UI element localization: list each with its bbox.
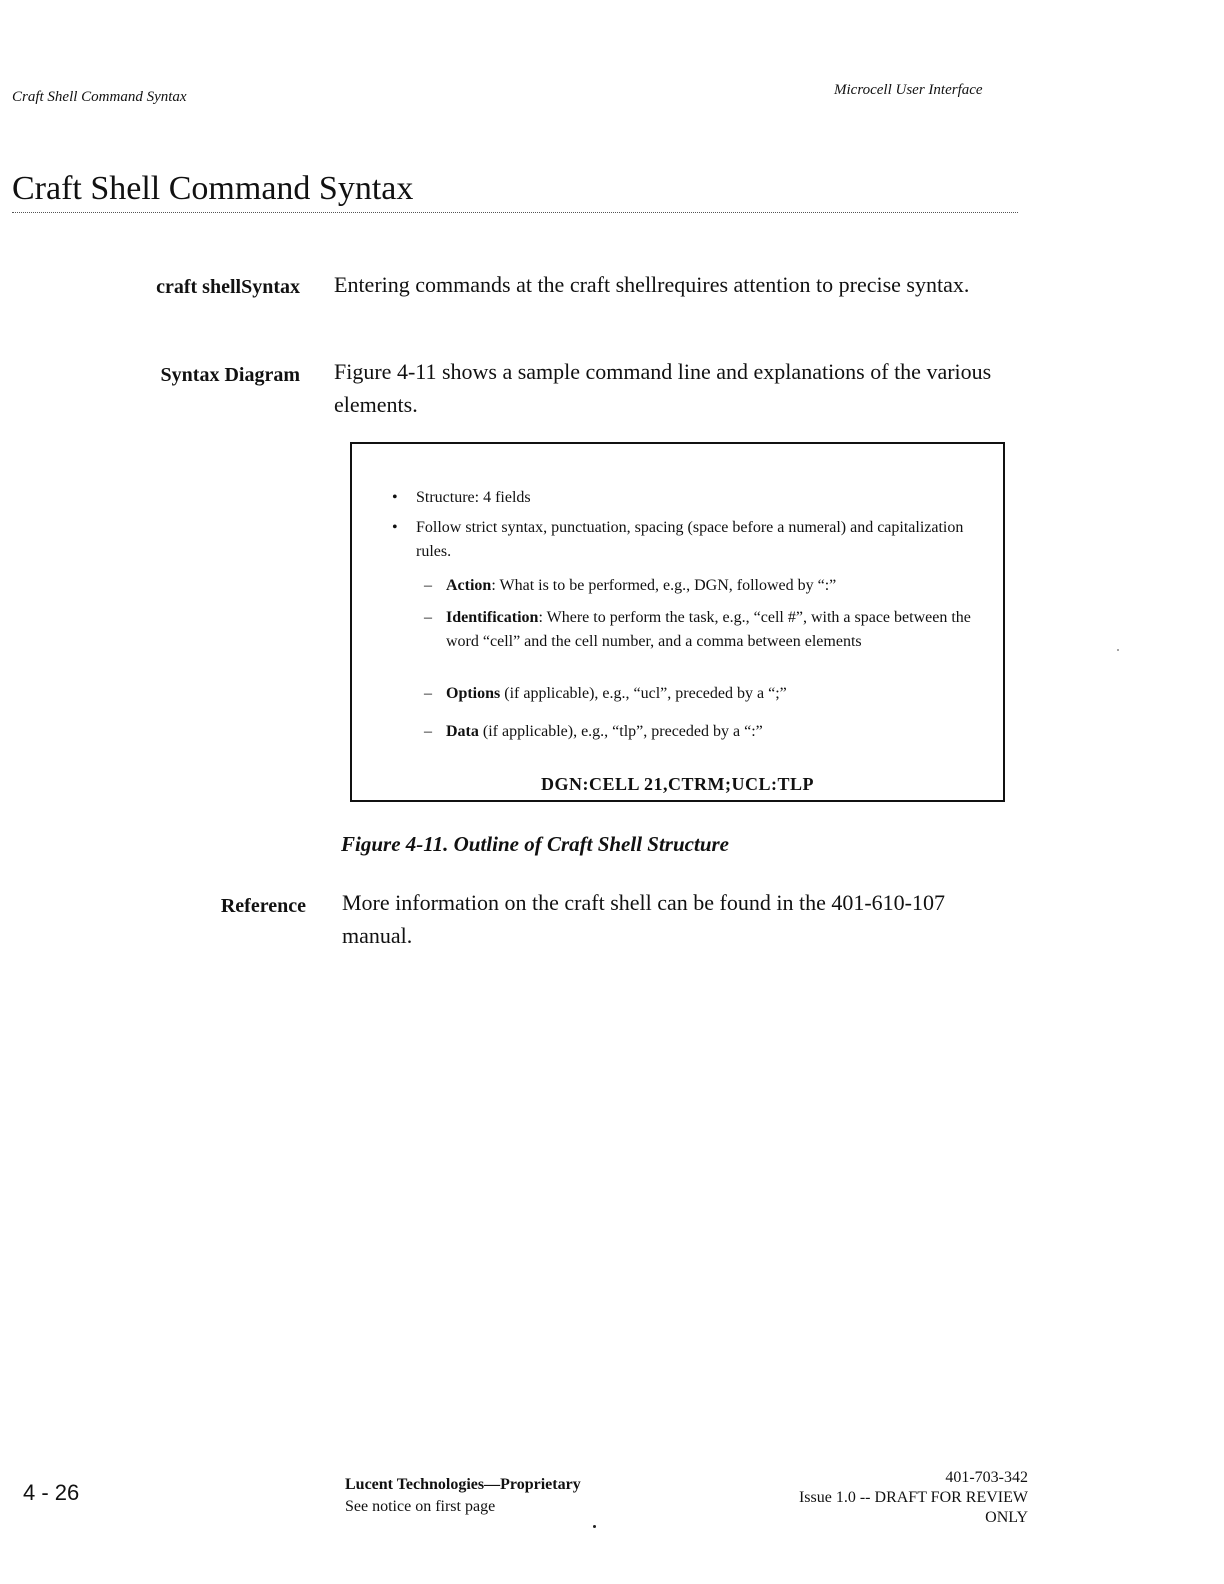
subitem-term: Options: [446, 685, 501, 702]
subitem-term: Action: [446, 577, 492, 594]
dash-icon: –: [424, 723, 432, 740]
figure-caption: Figure 4-11. Outline of Craft Shell Structure: [341, 832, 729, 856]
figure-box: [350, 442, 1005, 802]
figure-subitem-data: [424, 720, 986, 744]
footer-doc-info: [726, 1468, 1028, 1528]
subitem-term: Data: [446, 723, 479, 740]
craft-shell-syntax-label: craft shellSyntax: [156, 276, 300, 298]
running-header-left: Craft Shell Command Syntax: [12, 89, 187, 105]
subitem-term: Identification: [446, 609, 539, 626]
footer-notice: See notice on first page: [345, 1498, 496, 1515]
scan-speck: [593, 1525, 596, 1528]
scan-speck: [1117, 649, 1119, 651]
dash-icon: –: [424, 685, 432, 702]
page-title: Craft Shell Command Syntax: [12, 170, 414, 207]
footer-doc-number: 401-703-342: [945, 1469, 1028, 1486]
syntax-diagram-text: Figure 4-11 shows a sample command line and explanations of the various elements.: [334, 359, 992, 417]
reference-label: Reference: [220, 895, 306, 917]
figure-bullet: [392, 516, 976, 564]
bullet-text: Structure: 4 fields: [416, 489, 531, 506]
dash-icon: –: [424, 577, 432, 594]
figure-subitem-action: [424, 574, 986, 598]
running-header-right: Microcell User Interface: [834, 82, 983, 98]
figure-subitem-identification: [424, 606, 996, 654]
reference-text: More information on the craft shell can be found in the 401-610-107 manual.: [342, 890, 946, 948]
figure-subitem-options: [424, 682, 986, 706]
syntax-diagram-label: Syntax Diagram: [160, 364, 300, 386]
subitem-text: : Where to perform the task, e.g., “cell #”, with a space between the word “cell” and the cell number, and a comma between elements: [446, 609, 971, 650]
bullet-icon: •: [392, 519, 398, 536]
footer-only: ONLY: [985, 1509, 1028, 1526]
title-rule: [12, 212, 1018, 213]
subitem-text: (if applicable), e.g., “ucl”, preceded by a “;”: [500, 685, 787, 702]
subitem-text: (if applicable), e.g., “tlp”, preceded by a “:”: [478, 723, 763, 740]
bullet-icon: •: [392, 489, 398, 506]
footer-company: Lucent Technologies—Proprietary: [345, 1476, 581, 1493]
bullet-text: Follow strict syntax, punctuation, spacing (space before a numeral) and capitalization rules.: [416, 519, 964, 560]
figure-bullet: [392, 486, 976, 510]
dash-icon: –: [424, 609, 432, 626]
page-number: 4 - 26: [23, 1480, 80, 1505]
subitem-text: : What is to be performed, e.g., DGN, followed by “:”: [491, 577, 837, 594]
footer-issue: Issue 1.0 -- DRAFT FOR REVIEW: [798, 1489, 1028, 1506]
craft-shell-syntax-text: Entering commands at the craft shellrequires attention to precise syntax.: [334, 272, 970, 297]
sample-command-line: DGN:CELL 21,CTRM;UCL:TLP: [540, 774, 814, 794]
footer-proprietary: [345, 1474, 581, 1518]
